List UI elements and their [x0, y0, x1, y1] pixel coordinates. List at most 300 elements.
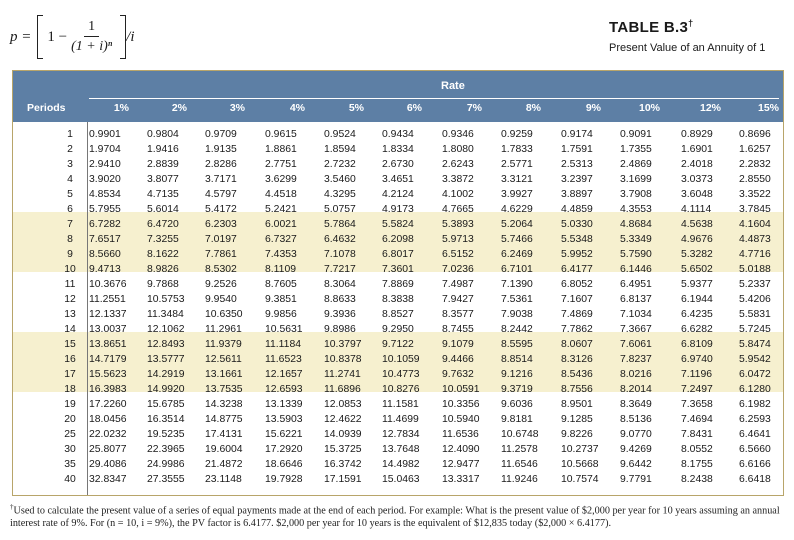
rate-header: 10% [638, 102, 660, 114]
factor-cell: 9.4713 [89, 264, 121, 275]
factor-cell: 9.4466 [442, 354, 474, 365]
factor-cell: 15.6221 [265, 429, 303, 440]
factor-cell: 11.9246 [501, 474, 538, 485]
factor-cell: 1.6901 [681, 144, 713, 155]
period-cell: 16 [64, 354, 76, 365]
factor-cell: 9.0770 [620, 429, 652, 440]
factor-cell: 0.8696 [739, 129, 771, 140]
factor-cell: 4.3295 [324, 189, 356, 200]
factor-cell: 2.6730 [382, 159, 414, 170]
period-cell: 19 [64, 399, 76, 410]
table-row [13, 249, 783, 261]
factor-cell: 10.4773 [382, 369, 420, 380]
factor-cell: 6.1944 [681, 294, 713, 305]
factor-cell: 14.0939 [324, 429, 362, 440]
factor-cell: 9.6442 [620, 459, 652, 470]
factor-cell: 8.7455 [442, 324, 474, 335]
factor-cell: 7.7217 [324, 264, 356, 275]
factor-cell: 3.0373 [681, 174, 713, 185]
factor-cell: 2.7232 [324, 159, 356, 170]
factor-cell: 11.2961 [205, 324, 242, 335]
factor-cell: 21.4872 [205, 459, 243, 470]
factor-cell: 17.2920 [265, 444, 303, 455]
factor-cell: 24.9986 [147, 459, 185, 470]
factor-cell: 6.4951 [620, 279, 652, 290]
factor-cell: 5.7864 [324, 219, 356, 230]
factor-cell: 4.9173 [382, 204, 414, 215]
rate-header: 1% [113, 102, 129, 114]
factor-cell: 5.7466 [501, 234, 533, 245]
factor-cell: 7.0197 [205, 234, 237, 245]
factor-cell: 0.9434 [382, 129, 414, 140]
table-row [13, 459, 783, 471]
factor-cell: 12.9477 [442, 459, 480, 470]
factor-cell: 19.6004 [205, 444, 243, 455]
factor-cell: 8.5595 [501, 339, 533, 350]
factor-cell: 9.2950 [382, 324, 414, 335]
factor-cell: 6.1280 [739, 384, 771, 395]
factor-cell: 7.3255 [147, 234, 179, 245]
rate-header: 7% [466, 102, 482, 114]
factor-cell: 19.5235 [147, 429, 185, 440]
period-cell: 4 [67, 174, 73, 185]
factor-cell: 10.5753 [147, 294, 185, 305]
factor-cell: 7.4694 [681, 414, 713, 425]
factor-cell: 4.8684 [620, 219, 652, 230]
factor-cell: 16.3742 [324, 459, 362, 470]
factor-cell: 16.3514 [147, 414, 185, 425]
factor-cell: 15.6785 [147, 399, 185, 410]
table-row [13, 144, 783, 156]
table-title-text: TABLE B.3 [609, 19, 689, 36]
rate-divider [89, 98, 779, 99]
factor-cell: 5.5824 [382, 219, 414, 230]
factor-cell: 7.3667 [620, 324, 652, 335]
factor-cell: 7.6517 [89, 234, 121, 245]
factor-cell: 7.9427 [442, 294, 474, 305]
factor-cell: 1.6257 [739, 144, 771, 155]
factor-cell: 8.1755 [681, 459, 713, 470]
factor-cell: 8.3126 [561, 354, 593, 365]
period-cell: 10 [64, 264, 76, 275]
period-cell: 14 [64, 324, 76, 335]
factor-cell: 11.6523 [265, 354, 302, 365]
factor-cell: 25.8077 [89, 444, 127, 455]
factor-cell: 3.6048 [681, 189, 713, 200]
factor-cell: 4.4859 [561, 204, 593, 215]
factor-cell: 5.2421 [265, 204, 297, 215]
factor-cell: 13.5777 [147, 354, 185, 365]
factor-cell: 4.5797 [205, 189, 237, 200]
factor-cell: 10.8378 [324, 354, 362, 365]
factor-cell: 11.2551 [89, 294, 126, 305]
factor-cell: 12.1657 [265, 369, 303, 380]
factor-cell: 7.1196 [681, 369, 713, 380]
period-cell: 2 [67, 144, 73, 155]
factor-cell: 5.0188 [739, 264, 771, 275]
factor-cell: 1.8861 [265, 144, 297, 155]
period-cell: 25 [64, 429, 76, 440]
factor-cell: 6.1982 [739, 399, 771, 410]
factor-cell: 2.6243 [442, 159, 474, 170]
table-row [13, 474, 783, 486]
factor-cell: 7.6061 [620, 339, 652, 350]
factor-cell: 6.4720 [147, 219, 179, 230]
factor-cell: 10.1059 [382, 354, 420, 365]
factor-cell: 16.3983 [89, 384, 127, 395]
factor-cell: 6.7101 [501, 264, 533, 275]
factor-cell: 8.5660 [89, 249, 121, 260]
factor-cell: 10.8276 [382, 384, 420, 395]
table-row [13, 384, 783, 396]
factor-cell: 7.8237 [620, 354, 652, 365]
factor-cell: 10.5631 [265, 324, 303, 335]
factor-cell: 5.3893 [442, 219, 474, 230]
factor-cell: 3.7845 [739, 204, 771, 215]
factor-cell: 8.9501 [561, 399, 593, 410]
factor-cell: 12.6593 [265, 384, 303, 395]
factor-cell: 12.1337 [89, 309, 127, 320]
table-header [13, 71, 783, 122]
factor-cell: 3.8897 [561, 189, 593, 200]
factor-cell: 5.3282 [681, 249, 713, 260]
factor-cell: 6.2303 [205, 219, 237, 230]
factor-cell: 5.7590 [620, 249, 652, 260]
factor-cell: 11.4699 [382, 414, 419, 425]
period-cell: 5 [67, 189, 73, 200]
factor-cell: 18.0456 [89, 414, 127, 425]
factor-cell: 4.7665 [442, 204, 474, 215]
factor-cell: 4.6229 [501, 204, 533, 215]
factor-cell: 8.2438 [681, 474, 713, 485]
factor-cell: 7.3658 [681, 399, 713, 410]
factor-cell: 4.4873 [739, 234, 771, 245]
factor-cell: 4.5638 [681, 219, 713, 230]
factor-cell: 5.4172 [205, 204, 237, 215]
table-row [13, 324, 783, 336]
table-title [609, 18, 693, 36]
factor-cell: 2.5771 [501, 159, 533, 170]
factor-cell: 7.9038 [501, 309, 533, 320]
factor-cell: 6.7282 [89, 219, 121, 230]
factor-cell: 22.3965 [147, 444, 185, 455]
factor-cell: 0.9804 [147, 129, 179, 140]
factor-cell: 3.9927 [501, 189, 533, 200]
formula-suffix: /i [126, 28, 135, 45]
factor-cell: 7.4987 [442, 279, 474, 290]
factor-cell: 4.2124 [382, 189, 414, 200]
factor-cell: 2.2832 [739, 159, 771, 170]
factor-cell: 5.9952 [561, 249, 593, 260]
factor-cell: 1.9704 [89, 144, 121, 155]
factor-cell: 8.5436 [561, 369, 593, 380]
table-row [13, 339, 783, 351]
factor-cell: 9.7122 [382, 339, 414, 350]
factor-cell: 7.4353 [265, 249, 297, 260]
table-row [13, 204, 783, 216]
factor-cell: 7.0236 [442, 264, 474, 275]
factor-cell: 10.3797 [324, 339, 362, 350]
factor-cell: 0.9524 [324, 129, 356, 140]
period-cell: 17 [64, 369, 76, 380]
factor-cell: 6.2098 [382, 234, 414, 245]
factor-cell: 11.1581 [382, 399, 419, 410]
factor-cell: 6.4235 [681, 309, 713, 320]
factor-cell: 8.3577 [442, 309, 474, 320]
factor-cell: 23.1148 [205, 474, 242, 485]
factor-cell: 2.8286 [205, 159, 237, 170]
factor-cell: 13.5903 [265, 414, 303, 425]
factor-cell: 17.1591 [324, 474, 362, 485]
factor-cell: 8.8633 [324, 294, 356, 305]
period-cell: 12 [64, 294, 76, 305]
factor-cell: 6.7327 [265, 234, 297, 245]
factor-cell: 9.8986 [324, 324, 356, 335]
rate-header: 5% [348, 102, 364, 114]
factor-cell: 10.3356 [442, 399, 480, 410]
table-row [13, 309, 783, 321]
factor-cell: 5.9377 [681, 279, 713, 290]
factor-cell: 1.8080 [442, 144, 474, 155]
factor-cell: 27.3555 [147, 474, 185, 485]
period-cell: 1 [67, 129, 73, 140]
factor-cell: 22.0232 [89, 429, 127, 440]
factor-cell: 1.8334 [382, 144, 414, 155]
table-row [13, 189, 783, 201]
factor-cell: 12.4622 [324, 414, 362, 425]
factor-cell: 13.1661 [205, 369, 243, 380]
factor-cell: 14.3238 [205, 399, 243, 410]
rate-header: 6% [406, 102, 422, 114]
footnote-dagger: † [10, 503, 14, 511]
period-cell: 20 [64, 414, 76, 425]
factor-cell: 7.1390 [501, 279, 533, 290]
factor-cell: 1.7591 [561, 144, 593, 155]
factor-cell: 9.9540 [205, 294, 237, 305]
factor-cell: 14.2919 [147, 369, 185, 380]
factor-cell: 8.1109 [265, 264, 297, 275]
factor-cell: 3.1699 [620, 174, 652, 185]
factor-cell: 6.1446 [620, 264, 652, 275]
factor-cell: 8.5136 [620, 414, 652, 425]
formula-lhs: p = [10, 28, 32, 45]
factor-cell: 7.8431 [681, 429, 713, 440]
factor-cell: 7.1607 [561, 294, 593, 305]
factor-cell: 2.4018 [681, 159, 713, 170]
factor-cell: 15.0463 [382, 474, 420, 485]
factor-cell: 0.9174 [561, 129, 593, 140]
factor-cell: 6.0472 [739, 369, 771, 380]
table-row [13, 354, 783, 366]
factor-cell: 11.2741 [324, 369, 361, 380]
factor-cell: 9.4269 [620, 444, 652, 455]
rate-header: 12% [699, 102, 721, 114]
factor-cell: 5.7955 [89, 204, 121, 215]
factor-cell: 5.0757 [324, 204, 356, 215]
factor-cell: 5.3349 [620, 234, 652, 245]
factor-cell: 9.2526 [205, 279, 237, 290]
factor-cell: 11.2578 [501, 444, 538, 455]
footnote-text: Used to calculate the present value of a series of equal payments made at the end of each period. For example: What is the present value of $2,000 per year for 10 years assuming an annual interest rate of 9%. For (n = 10, i = 9%), the PV factor is 6.4177. $2,000 per year for 10 years is the equivalent of $12,835 today ($2,000 × 6.4177). [10, 505, 780, 529]
factor-cell: 15.5623 [89, 369, 127, 380]
factor-cell: 6.6166 [739, 459, 771, 470]
factor-cell: 18.6646 [265, 459, 303, 470]
rate-header: 2% [171, 102, 187, 114]
factor-cell: 4.7135 [147, 189, 179, 200]
table-row [13, 174, 783, 186]
table-row [13, 234, 783, 246]
factor-cell: 2.5313 [561, 159, 593, 170]
period-cell: 6 [67, 204, 73, 215]
factor-cell: 7.7861 [205, 249, 237, 260]
factor-cell: 5.8474 [739, 339, 771, 350]
factor-cell: 9.8181 [501, 414, 533, 425]
factor-cell: 14.7179 [89, 354, 127, 365]
period-cell: 3 [67, 159, 73, 170]
factor-cell: 9.3936 [324, 309, 356, 320]
factor-cell: 3.3872 [442, 174, 474, 185]
period-cell: 40 [64, 474, 76, 485]
factor-cell: 0.9259 [501, 129, 533, 140]
factor-cell: 11.6896 [324, 384, 361, 395]
factor-cell: 10.5668 [561, 459, 599, 470]
factor-cell: 4.1114 [681, 204, 712, 215]
factor-cell: 7.8869 [382, 279, 414, 290]
table-row [13, 159, 783, 171]
table-row [13, 414, 783, 426]
factor-cell: 17.2260 [89, 399, 127, 410]
factor-cell: 3.5460 [324, 174, 356, 185]
factor-cell: 19.7928 [265, 474, 303, 485]
period-cell: 15 [64, 339, 76, 350]
factor-cell: 6.8052 [561, 279, 593, 290]
factor-cell: 6.4177 [561, 264, 593, 275]
factor-cell: 0.8929 [681, 129, 713, 140]
factor-cell: 3.7908 [620, 189, 652, 200]
factor-cell: 7.2497 [681, 384, 713, 395]
factor-cell: 7.4869 [561, 309, 593, 320]
rate-header: 8% [525, 102, 541, 114]
title-dagger: † [688, 18, 694, 28]
factor-cell: 11.6536 [442, 429, 479, 440]
factor-cell: 1.8594 [324, 144, 356, 155]
annuity-formula [10, 12, 135, 62]
factor-cell: 13.7535 [205, 384, 243, 395]
factor-cell: 8.0552 [681, 444, 713, 455]
factor-cell: 4.3553 [620, 204, 652, 215]
factor-cell: 3.7171 [205, 174, 237, 185]
period-cell: 11 [64, 279, 76, 290]
factor-cell: 15.3725 [324, 444, 362, 455]
table-body [13, 122, 783, 495]
table-row [13, 444, 783, 456]
factor-cell: 8.8527 [382, 309, 414, 320]
factor-cell: 11.9379 [205, 339, 242, 350]
factor-cell: 1.7833 [501, 144, 533, 155]
table-row [13, 429, 783, 441]
factor-cell: 8.7605 [265, 279, 297, 290]
factor-cell: 5.9542 [739, 354, 771, 365]
factor-cell: 8.1622 [147, 249, 179, 260]
rate-header: 9% [585, 102, 601, 114]
factor-cell: 1.7355 [620, 144, 652, 155]
factor-cell: 7.7862 [561, 324, 593, 335]
periods-header: Periods [27, 102, 66, 114]
table-row [13, 129, 783, 141]
factor-cell: 3.3522 [739, 189, 771, 200]
factor-cell: 8.0216 [620, 369, 652, 380]
factor-cell: 6.8017 [382, 249, 414, 260]
factor-cell: 12.4090 [442, 444, 480, 455]
factor-cell: 3.8077 [147, 174, 179, 185]
rate-header: 3% [229, 102, 245, 114]
table-row [13, 279, 783, 291]
rate-label: Rate [441, 80, 465, 92]
factor-cell: 6.5660 [739, 444, 771, 455]
period-cell: 30 [64, 444, 76, 455]
factor-cell: 8.8514 [501, 354, 533, 365]
factor-cell: 8.5302 [205, 264, 237, 275]
factor-cell: 4.1604 [739, 219, 771, 230]
table-row [13, 294, 783, 306]
factor-cell: 6.8109 [681, 339, 713, 350]
factor-cell: 3.9020 [89, 174, 121, 185]
factor-cell: 9.9856 [265, 309, 297, 320]
factor-cell: 13.7648 [382, 444, 420, 455]
factor-cell: 0.9346 [442, 129, 474, 140]
factor-cell: 14.4982 [382, 459, 420, 470]
factor-cell: 2.8839 [147, 159, 179, 170]
factor-cell: 10.6748 [501, 429, 539, 440]
period-cell: 8 [67, 234, 73, 245]
factor-cell: 8.2442 [501, 324, 533, 335]
factor-cell: 7.3601 [382, 264, 414, 275]
factor-cell: 2.4869 [620, 159, 652, 170]
factor-cell: 0.9901 [89, 129, 121, 140]
factor-cell: 12.1062 [147, 324, 185, 335]
factor-cell: 5.9713 [442, 234, 474, 245]
factor-cell: 9.3719 [501, 384, 533, 395]
factor-cell: 6.8137 [620, 294, 652, 305]
factor-cell: 14.8775 [205, 414, 243, 425]
factor-cell: 9.7868 [147, 279, 179, 290]
factor-cell: 10.2737 [561, 444, 599, 455]
annuity-table [12, 70, 784, 496]
period-cell: 18 [64, 384, 76, 395]
factor-cell: 8.0607 [561, 339, 593, 350]
factor-cell: 9.6036 [501, 399, 533, 410]
factor-cell: 13.1339 [265, 399, 303, 410]
factor-cell: 5.7245 [739, 324, 771, 335]
factor-cell: 0.9091 [620, 129, 652, 140]
formula-denominator: (1 + i)ⁿ [71, 39, 113, 54]
factor-cell: 12.0853 [324, 399, 362, 410]
factor-cell: 12.5611 [205, 354, 242, 365]
factor-cell: 17.4131 [205, 429, 243, 440]
factor-cell: 6.4641 [739, 429, 771, 440]
factor-cell: 6.2593 [739, 414, 771, 425]
factor-cell: 9.1079 [442, 339, 474, 350]
factor-cell: 3.3121 [501, 174, 533, 185]
factor-cell: 10.7574 [561, 474, 599, 485]
factor-cell: 29.4086 [89, 459, 127, 470]
factor-cell: 6.0021 [265, 219, 297, 230]
factor-cell: 9.3851 [265, 294, 297, 305]
factor-cell: 9.8226 [561, 429, 593, 440]
formula-one-minus: 1 − [47, 28, 68, 45]
factor-cell: 6.2469 [501, 249, 533, 260]
factor-cell: 6.4632 [324, 234, 356, 245]
